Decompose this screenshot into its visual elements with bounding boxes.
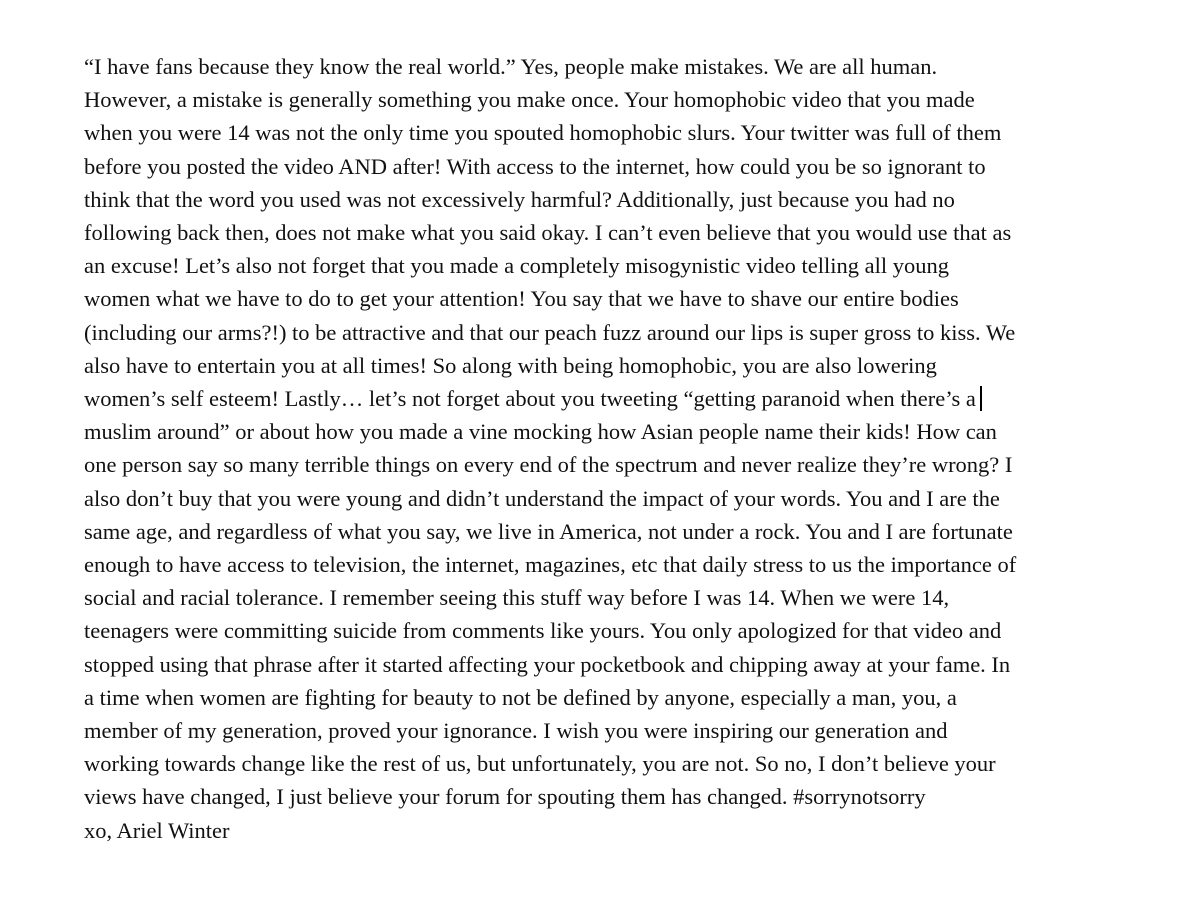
text-line-5: think that the word you used was not excessively harmful? Additionally, just because you had no [84,186,955,212]
text-line-16: enough to have access to television, the internet, magazines, etc that daily stress to us the importance of [84,552,1017,577]
text-line-2: However, a mistake is generally something you make once. Your homophobic video that you made [84,87,975,113]
text-line-13: one person say so many terrible things on every end of the spectrum and never realize they’re wrong? I [84,452,1013,478]
signature: xo, Ariel Winter [84,817,230,843]
text-line-19: stopped using that phrase after it started affecting your pocketbook and chipping away at your fame. In [84,651,1011,677]
text-line-17: social and racial tolerance. I remember seeing this stuff way before I was 14. When we were 14, [84,585,950,611]
text-line-7: an excuse! Let’s also not forget that you made a completely misogynistic video telling all young [84,253,950,279]
text-line-18: teenagers were committing suicide from comments like yours. You only apologized for that video and [84,618,1002,644]
text-line-3: when you were 14 was not the only time you spouted homophobic slurs. Your twitter was full of them [84,120,1002,146]
text-line-12: muslim around” or about how you made a vine mocking how Asian people name their kids! How can [84,419,997,445]
text-line-8: women what we have to do to get your attention! You say that we have to shave our entire bodies [84,286,959,312]
text-cursor [980,386,982,411]
text-line-1: “I have fans because they know the real world.” Yes, people make mistakes. We are all human. [84,54,938,79]
text-line-10: also have to entertain you at all times! So along with being homophobic, you are also lowering [84,352,937,378]
text-line-14: also don’t buy that you were young and didn’t understand the impact of your words. You and I are the [84,485,1000,511]
text-line-22: working towards change like the rest of us, but unfortunately, you are not. So no, I don’t believe your [84,751,996,777]
text-line-9: (including our arms?!) to be attractive and that our peach fuzz around our lips is super gross to kiss. We [84,319,1016,345]
text-line-21: member of my generation, proved your ignorance. I wish you were inspiring our generation and [84,718,948,743]
text-line-4: before you posted the video AND after! With access to the internet, how could you be so ignorant to [84,153,986,179]
text-line-6: following back then, does not make what you said okay. I can’t even believe that you would use that as [84,220,1012,245]
text-line-23: views have changed, I just believe your forum for spouting them has changed. #sorrynotsorry [84,784,926,810]
text-line-11 [84,382,982,415]
text-line-11-content: women’s self esteem! Lastly… let’s not forget about you tweeting “getting paranoid when there’s a [84,386,976,411]
text-line-20: a time when women are fighting for beauty to not be defined by anyone, especially a man, you, a [84,684,957,710]
text-line-15: same age, and regardless of what you say, we live in America, not under a rock. You and I are fortunate [84,518,1013,544]
